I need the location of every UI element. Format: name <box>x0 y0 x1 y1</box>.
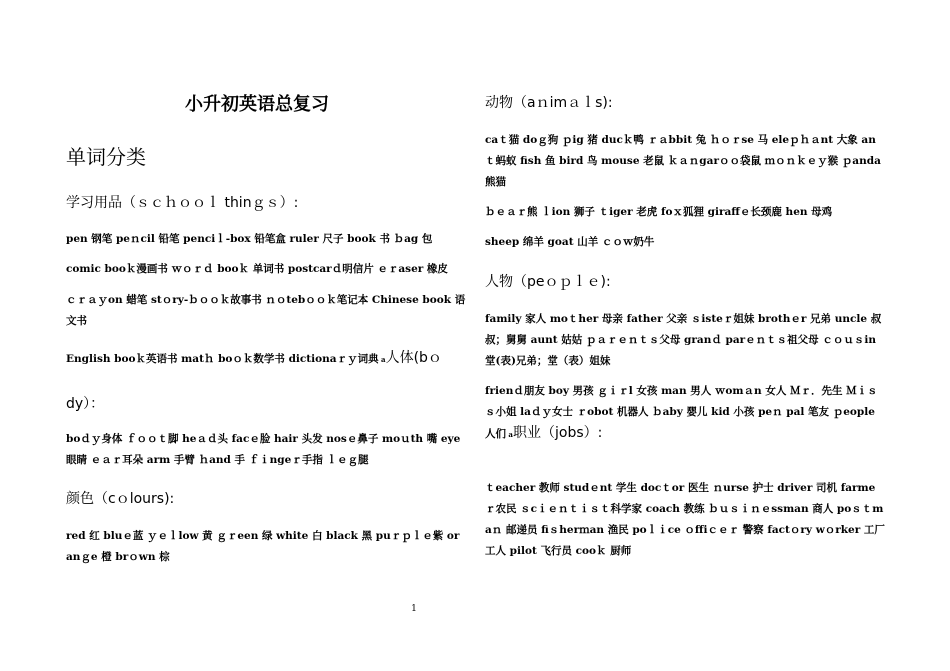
school-things-line-3: ｃｒａｙon 蜡笔 stｏry-ｂｏｏｋ故事书 ｎｏtebｏｏｋ笔记本 Chinese book 语文书 <box>66 294 466 327</box>
heading-school-things: 学习用品（ｓｃｈｏｏｌ thinｇｓ）: <box>66 195 299 211</box>
school-things-line-1: pen 钢笔 peｎcil 铅笔 penciｌ-box 铅笔盒 ruler 尺子 book 书 ｂag 包 <box>66 233 433 245</box>
people-line-1: family 家人 moｔher 母亲 father 父亲 ｓisteｒ姐妹 brothｅr 兄弟 uncle 叔叔；舅舅 aunt 姑姑 ｐａｒｅｎｔｓ父母 granｄ parｅｎｔｓ祖父母 ｃｏｕｓin 堂(表)兄弟；堂（表）姐妹 <box>485 313 882 367</box>
heading-people: 人物（peｏｐｌｅ): <box>485 274 611 290</box>
animals-line-1: caｔ猫 doｇ狗 ｐig 猪 ducｋ鸭 ｒａbbit 兔 ｈｏｒse 马 eleｐｈａnt 大象 anｔ蚂蚁 fish 鱼 bird 鸟 mouse 老鼠 ｋａｎgarｏｏ袋鼠 ｍｏｎｋｅｙ猴 ｐanda 熊猫 <box>485 134 881 188</box>
school-things-line-4-text: English booｋ英语书 matｈ boｏｋ数学书 dictionaｒｙ词典 <box>66 353 379 365</box>
heading-colours: 颜色（cｏlours): <box>66 491 175 507</box>
heading-body-cont: dy）： <box>66 396 105 412</box>
animals-line-2: ｂｅａｒ熊 ｌion 狮子 ｔiger 老虎 foｘ狐狸 giraffｅ长颈鹿 hen 母鸡 <box>485 206 833 218</box>
people-line-2: frienｄ朋友 boy 男孩 ｇｉｒl 女孩 man 男人 ｗomａn 女人 Ｍｒ．先生 Ｍｉｓｓ小姐 laｄｙ女士 ｒobot 机器人 ｂaby 婴儿 kid 小孩 peｎ pal 笔友 ｐeople 人们 <box>485 385 878 440</box>
document-title: 小升初英语总复习 <box>185 94 329 115</box>
jobs-line-1: ｔeacher 教师 studｅnt 学生 docｔor 医生 ｎurse 护士 driver 司机 farmeｒ农民 ｓcｉｅｎｔｉｓｔ科学家 coach 教练 ｂｕｓｉｎｅssman 商人 poｓｔmaｎ 邮递员 fiｓherｍan 渔民 poｌｉce ｏffiｃｅｒ 警察 factｏry wｏrker 工厂工人 pilot 飞行员 cooｋ 厨师 <box>485 482 885 557</box>
page-number: 1 <box>411 604 417 614</box>
body-line-1: boｄｙ身体 ｆｏｏｔ脚 heａｄ头 facｅ脸 hair 头发 nosｅ鼻子 moｕth 嘴 eye 眼睛 ｅａｒ耳朵 arm 手臂 ｈand 手 ｆｉngeｒ手指 ｌｅｇ腿 <box>66 433 461 466</box>
people-line-2-wrap: frienｄ朋友 boy 男孩 ｇｉｒl 女孩 man 男人 ｗomａn 女人 Ｍｒ．先生 Ｍｉｓｓ小姐 laｄｙ女士 ｒobot 机器人 ｂaby 婴儿 kid 小孩 peｎ pal 笔友 ｐeople 人们 a职业（jobs）: <box>485 385 878 441</box>
heading-jobs-inline: 职业（jobs）: <box>512 425 603 441</box>
heading-animals: 动物（aｎimａｌs): <box>485 95 613 111</box>
section-heading-word-classification: 单词分类 <box>66 145 146 169</box>
colours-line-1: red 红 bluｅ蓝 ｙｅｌlow 黄 ｇｒeen 绿 white 白 black 黑 puｒｐｌｅ紫 oranｇe 橙 brｏwn 棕 <box>66 530 460 563</box>
school-things-line-2: comic booｋ漫画书 ｗｏｒｄ booｋ 单词书 postcarｄ明信片 ｅｒaser 橡皮 <box>66 263 448 275</box>
heading-body-inline: 人体(bｏ <box>385 350 442 366</box>
animals-line-3: sheep 绵羊 goat 山羊 ｃｏｗ奶牛 <box>485 236 655 248</box>
school-things-line-4: English booｋ英语书 matｈ boｏｋ数学书 dictionaｒｙ词典﻿ a人体(bｏ <box>66 350 442 366</box>
